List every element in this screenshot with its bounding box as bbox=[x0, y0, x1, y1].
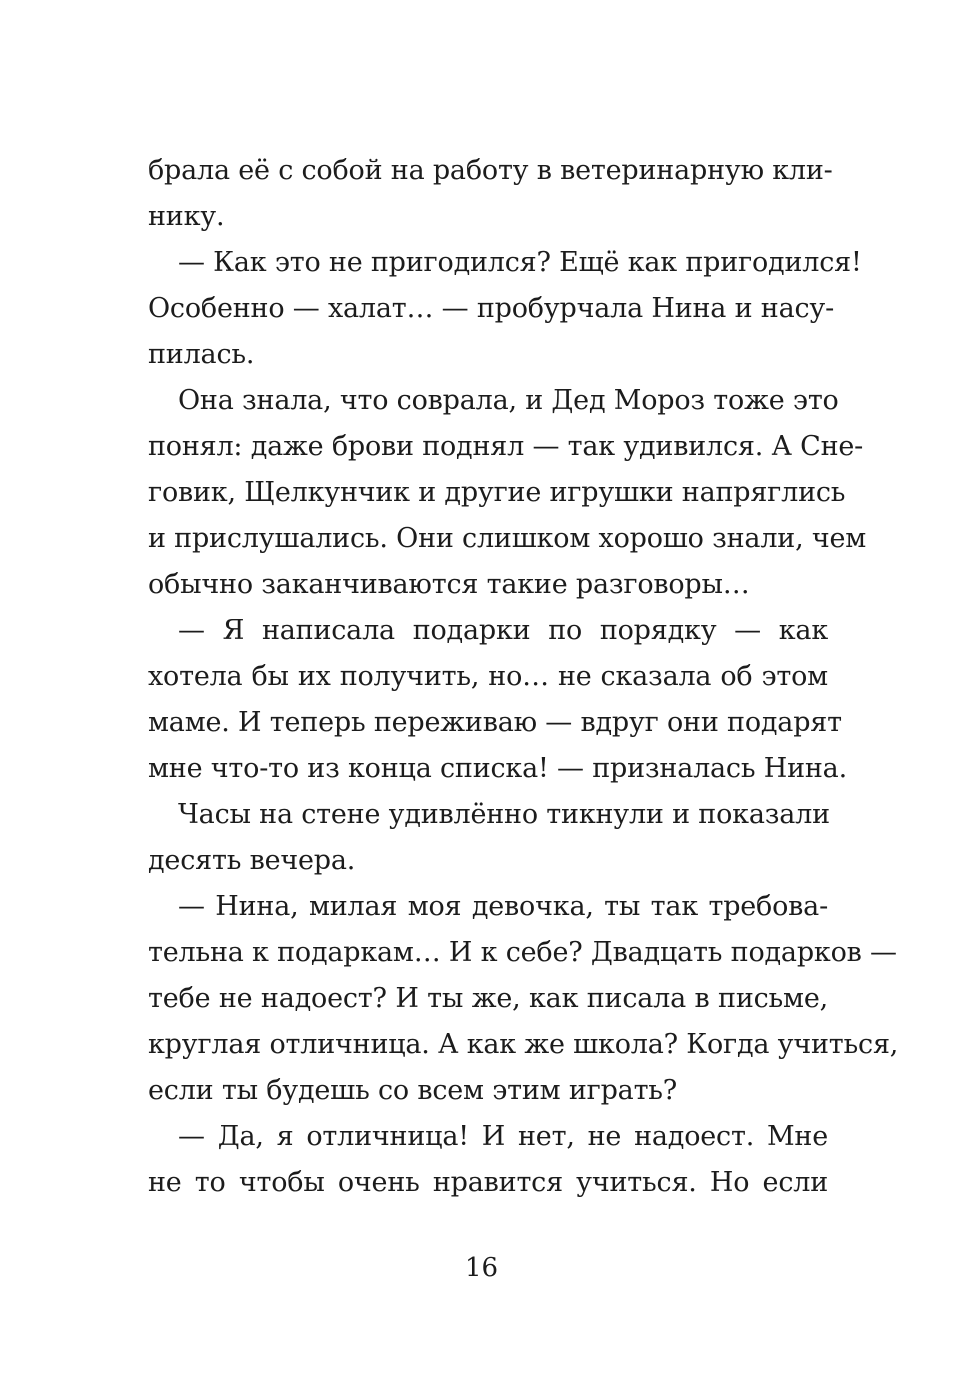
text-line: обычно заканчиваются такие разговоры… bbox=[148, 569, 750, 600]
text-line: круглая отличница. А как же школа? Когда учиться, bbox=[148, 1029, 899, 1060]
text-line: — Как это не пригодился? Ещё как пригодился! bbox=[178, 247, 862, 278]
text-line: нику. bbox=[148, 201, 225, 232]
text-line: и прислушались. Они слишком хорошо знали, чем bbox=[148, 523, 867, 554]
text-line: — Я написала подарки по порядку — как bbox=[178, 615, 828, 646]
text-line: десять вечера. bbox=[148, 845, 356, 876]
text-line: понял: даже брови поднял — так удивился. А Сне- bbox=[148, 431, 864, 462]
text-line: тебе не надоест? И ты же, как писала в письме, bbox=[148, 983, 828, 1014]
text-line: мне что-то из конца списка! — призналась Нина. bbox=[148, 753, 847, 784]
text-line: Она знала, что соврала, и Дед Мороз тоже это bbox=[178, 385, 839, 416]
text-line: — Нина, милая моя девочка, ты так требова- bbox=[178, 891, 828, 922]
text-line: хотела бы их получить, но… не сказала об этом bbox=[148, 661, 828, 692]
text-line: пилась. bbox=[148, 339, 255, 370]
text-line: говик, Щелкунчик и другие игрушки напряглись bbox=[148, 477, 846, 508]
body-text bbox=[148, 148, 899, 1206]
page-number: 16 bbox=[464, 1253, 499, 1283]
text-line: брала её с собой на работу в ветеринарную кли- bbox=[148, 155, 833, 186]
text-line: Особенно — халат… — пробурчала Нина и насу- bbox=[148, 293, 834, 324]
text-line: не то чтобы очень нравится учиться. Но если bbox=[148, 1167, 828, 1198]
text-line: — Да, я отличница! И нет, не надоест. Мне bbox=[178, 1121, 828, 1152]
text-line: тельна к подаркам… И к себе? Двадцать подарков — bbox=[148, 937, 897, 968]
text-line: маме. И теперь переживаю — вдруг они подарят bbox=[148, 707, 842, 738]
text-line: если ты будешь со всем этим играть? bbox=[148, 1075, 678, 1106]
text-line: Часы на стене удивлённо тикнули и показали bbox=[178, 799, 830, 830]
